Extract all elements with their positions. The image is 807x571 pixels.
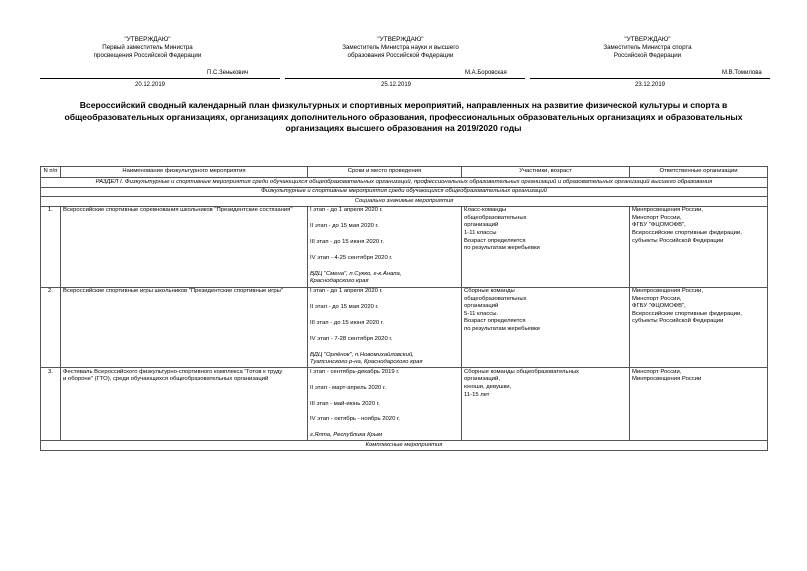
header-number: N п/п bbox=[41, 167, 61, 178]
signatory-name: М.А.Боровская bbox=[465, 70, 507, 76]
stage-line: IV этап - 7-28 сентября 2020 г. bbox=[310, 335, 393, 342]
dates-place-cell bbox=[308, 287, 462, 368]
responsible-cell bbox=[630, 287, 768, 368]
venue: ВДЦ "Смена", п.Сукко, г-к.Анапа, bbox=[310, 270, 402, 277]
stage-line: I этап - до 1 апреля 2020 г. bbox=[310, 288, 383, 295]
org-line: Минпросвещения России bbox=[632, 376, 702, 383]
title-line: организациях высшего образования на 2019/2020 годы bbox=[285, 123, 522, 133]
title-line: общеобразовательных организациях, организациях дополнительного образования, профессиональных образовательных организациях и образовательных bbox=[64, 111, 743, 122]
approval-position: Первый заместитель Министра bbox=[102, 44, 193, 51]
participants-line: организаций bbox=[464, 303, 499, 310]
event-name: Всероссийские спортивные соревнования школьников "Президентские состязания" bbox=[61, 206, 308, 287]
event-name: и обороне" (ГТО), среди обучающихся общеобразовательных организаций bbox=[63, 376, 269, 383]
stage-line: IV этап - октябрь - ноябрь 2020 г. bbox=[310, 416, 401, 423]
approval-heading: "УТВЕРЖДАЮ" bbox=[124, 36, 171, 43]
approval-position: образования Российской Федерации bbox=[347, 52, 454, 59]
participants-line: Класс-команды bbox=[464, 207, 507, 214]
participants-line: 11-15 лет bbox=[464, 391, 490, 398]
signature-line bbox=[285, 78, 525, 79]
table-row bbox=[41, 206, 768, 287]
org-line: ФГБУ "ФЦОМОФВ", bbox=[632, 303, 686, 310]
responsible-cell bbox=[630, 368, 768, 441]
participants-line: по результатам жеребьевки bbox=[464, 245, 540, 252]
event-name-cell bbox=[61, 368, 308, 441]
participants-line: Сборные команды общеобразовательных bbox=[464, 368, 579, 375]
participants-line: общеобразовательных bbox=[464, 214, 527, 221]
group-title: Социально значимые мероприятия bbox=[41, 197, 768, 207]
approval-block-3 bbox=[560, 36, 735, 60]
approval-position: Заместитель Министра спорта bbox=[603, 44, 692, 51]
event-name: Всероссийские спортивные игры школьников "Президентские спортивные игры" bbox=[61, 287, 308, 368]
subsection-title: Физкультурные и спортивные мероприятия среди обучающихся общеобразовательных организаций bbox=[41, 187, 768, 197]
signatory-name: П.С.Зенькович bbox=[207, 70, 249, 76]
row-number: 3. bbox=[41, 368, 61, 441]
participants-cell bbox=[462, 287, 630, 368]
row-number: 1. bbox=[41, 206, 61, 287]
approval-position: просвещения Российской Федерации bbox=[93, 52, 202, 59]
stage-line: IV этап - 4-25 сентября 2020 г. bbox=[310, 254, 393, 261]
approval-date: 23.12.2019 bbox=[634, 82, 666, 88]
approval-date: 20.12.2019 bbox=[134, 82, 166, 88]
org-line: субъекты Российской Федерации bbox=[632, 318, 724, 325]
org-line: Минпросвещения России, bbox=[632, 207, 703, 214]
org-line: Минспорт России, bbox=[632, 295, 682, 302]
participants-line: организаций, bbox=[464, 376, 500, 383]
org-line: Минспорт России, bbox=[632, 214, 682, 221]
org-line: субъекты Российской Федерации bbox=[632, 237, 724, 244]
participants-line: Возраст определяется bbox=[464, 318, 526, 325]
table-header-row bbox=[41, 167, 768, 178]
venue: г.Ялта, Республика Крым bbox=[310, 432, 383, 439]
header-event-name: Наименование физкультурного мероприятия bbox=[61, 167, 308, 178]
stage-line: III этап - май-июнь 2020 г. bbox=[310, 400, 380, 407]
participants-line: по результатам жеребьевки bbox=[464, 326, 540, 332]
table-row bbox=[41, 368, 768, 441]
title-line: Всероссийский сводный календарный план физкультурных и спортивных мероприятий, направленных на развитие физической культуры и спорта в bbox=[79, 100, 728, 110]
participants-line: 1-11 классы bbox=[464, 230, 497, 237]
participants-line: Возраст определяется bbox=[464, 237, 526, 244]
subsection-row bbox=[41, 187, 768, 197]
section-title: РАЗДЕЛ I. Физкультурные и спортивные мероприятия среди обучающихся общеобразовательных организаций, профессиональных образовательных организаций и образовательных организаций высшего образования bbox=[41, 178, 768, 188]
approval-position: Российской Федерации bbox=[613, 52, 682, 59]
venue: ВДЦ "Орлёнок", п.Новомихайловский, bbox=[310, 351, 414, 358]
signatory-name: М.В.Томилова bbox=[722, 70, 762, 76]
participants-line: юноши, девушки, bbox=[464, 383, 512, 390]
approval-date: 25.12.2019 bbox=[380, 82, 412, 88]
events-table bbox=[40, 166, 768, 451]
stage-line: III этап - до 15 июня 2020 г. bbox=[310, 239, 384, 246]
signature-line bbox=[40, 78, 280, 79]
participants-line: общеобразовательных bbox=[464, 295, 527, 302]
event-name: Фестиваль Всероссийского физкультурно-спортивного комплекса "Готов к труду bbox=[63, 368, 283, 375]
stage-line: I этап - до 1 апреля 2020 г. bbox=[310, 207, 383, 214]
signature-line bbox=[530, 78, 770, 79]
stage-line: III этап - до 15 июня 2020 г. bbox=[310, 319, 384, 326]
group-title: Комплексные мероприятия bbox=[41, 441, 768, 451]
group-row bbox=[41, 197, 768, 207]
venue: Туапсинского р-на, Краснодарского края bbox=[310, 359, 423, 366]
approval-blocks bbox=[0, 36, 807, 96]
dates-place-cell bbox=[308, 206, 462, 287]
section-row bbox=[41, 178, 768, 188]
approval-block-2 bbox=[313, 36, 488, 60]
org-line: ФГБУ "ФЦОМОФВ", bbox=[632, 222, 686, 229]
approval-block-1 bbox=[60, 36, 235, 60]
stage-line: II этап - до 15 мая 2020 г. bbox=[310, 223, 379, 230]
org-line: Всероссийские спортивные федерации, bbox=[632, 310, 742, 317]
participants-line: Сборные команды bbox=[464, 288, 515, 295]
participants-line: 5-11 классы. bbox=[464, 310, 499, 317]
responsible-cell bbox=[630, 206, 768, 287]
stage-line: I этап - сентябрь-декабрь 2019 г. bbox=[310, 368, 400, 375]
approval-heading: "УТВЕРЖДАЮ" bbox=[377, 36, 424, 43]
header-dates-place: Сроки и место проведения bbox=[308, 167, 462, 178]
org-line: Всероссийские спортивные федерации, bbox=[632, 230, 742, 237]
stage-line: II этап - до 15 мая 2020 г. bbox=[310, 303, 379, 310]
row-number: 2. bbox=[41, 287, 61, 368]
stage-line: II этап - март-апрель 2020 г. bbox=[310, 384, 387, 391]
header-participants: Участники, возраст bbox=[462, 167, 630, 178]
org-line: Минпросвещения России, bbox=[632, 288, 703, 295]
participants-line: организаций bbox=[464, 222, 499, 229]
approval-heading: "УТВЕРЖДАЮ" bbox=[624, 36, 671, 43]
venue: Краснодарского края bbox=[310, 278, 369, 285]
participants-cell bbox=[462, 368, 630, 441]
org-line: Минспорт России, bbox=[632, 368, 682, 375]
document-title bbox=[40, 100, 767, 135]
header-responsible: Ответственные организации bbox=[630, 167, 768, 178]
table-row bbox=[41, 287, 768, 368]
approval-position: Заместитель Министра науки и высшего bbox=[342, 44, 459, 51]
participants-cell bbox=[462, 206, 630, 287]
dates-place-cell bbox=[308, 368, 462, 441]
group-row bbox=[41, 441, 768, 451]
